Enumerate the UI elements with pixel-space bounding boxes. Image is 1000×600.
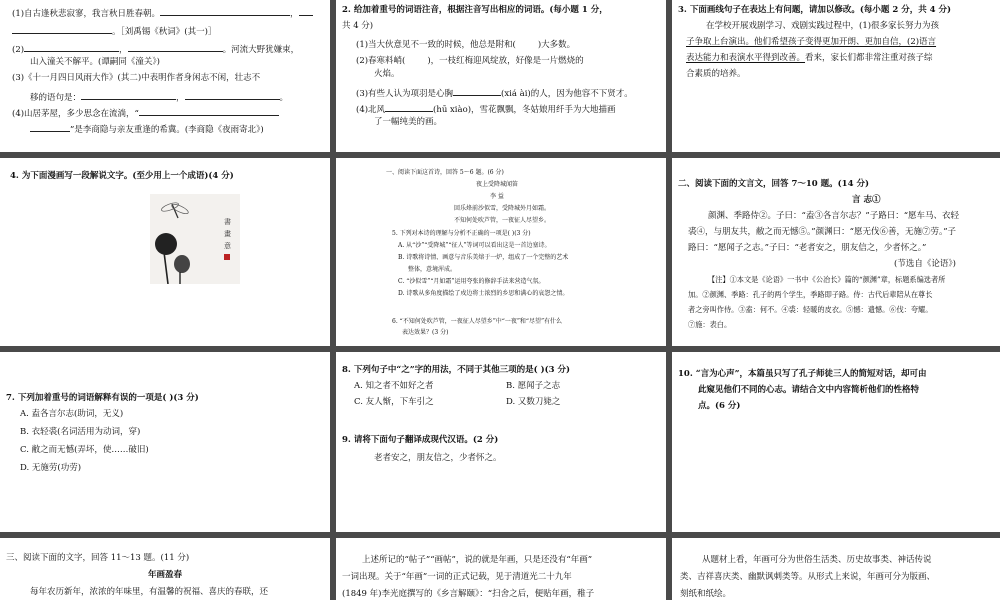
q4-title: 4. 为下面漫画写一段解说文字。(至少用上一个成语)(4 分) bbox=[10, 171, 234, 181]
q9-question: 9. 请将下面句子翻译成现代汉语。(2 分) bbox=[342, 435, 499, 445]
q2-item2-a: (2)春寒料峭( bbox=[356, 56, 406, 66]
q9-sentence: 老者安之，朋友信之，少者怀之。 bbox=[374, 453, 502, 463]
poem-title: 夜上受降城闻笛 bbox=[476, 181, 519, 188]
q2-item4-b: (hū xiào)，雪花飘飘，冬姑娘用纤手为大地描画 bbox=[433, 105, 616, 115]
q2-blank-1[interactable] bbox=[516, 38, 538, 47]
q1-blank-2[interactable] bbox=[299, 6, 313, 16]
panel-q2-pinyin bbox=[336, 0, 666, 152]
note-line-1: 【注】①本文是《论语》一书中《公冶长》篇的“颜渊”章，标题系编选者所 bbox=[708, 275, 946, 284]
q1-line7: (4)山居茅屋，多少思念在流淌，“ bbox=[12, 109, 139, 119]
q1-blank-1[interactable] bbox=[160, 6, 290, 16]
q5-option-a[interactable]: A. 从“沙”“受降城”“征人”等词可以看出这是一首边塞诗。 bbox=[398, 242, 551, 249]
comic-calligraphy: 書 bbox=[224, 218, 231, 226]
article-right-line-2: 类、吉祥喜庆类、幽默讽刺类等。从形式上来说，年画可分为版画、 bbox=[680, 572, 936, 582]
q2-item2-cont: 火焰。 bbox=[374, 69, 400, 79]
q1-blank-8[interactable] bbox=[139, 106, 279, 116]
text-title: 言 志① bbox=[852, 195, 881, 205]
poem-intro: 一、阅读下面这首诗，回答 5～6 题。(6 分) bbox=[386, 169, 504, 176]
text-source: (节选自《论语》) bbox=[894, 259, 956, 269]
q2-blank-2[interactable] bbox=[405, 54, 427, 63]
q5-option-b[interactable]: B. 诗歌将诗情、画意与音乐美熔于一炉，组成了一个完整的艺术 bbox=[398, 254, 569, 261]
q6-question-cont: 表达效果？(3 分) bbox=[402, 329, 449, 336]
q1-blank-7[interactable] bbox=[185, 90, 280, 100]
svg-text:意: 意 bbox=[224, 242, 231, 250]
panel-classical-text bbox=[672, 158, 1000, 346]
panel-q1-fill-in: (1)自古逢秋悲寂寥，我言秋日胜春朝。 ， 。［刘禹锡《秋词》(其一)］ (2) ， 。河流大野犹嫌束， 山入潼关不解平。(谭嗣同《潼关》) (3)《十一月四日风雨大作》(其二)中表明作者身闲志不闲，壮志不 移的语句是： ， 。 (4)山居茅屋，多少思念在流淌，“ ”是李商隐与亲友重逢的希冀。(李商隐《夜雨寄北》) bbox=[0, 0, 330, 152]
q5-option-c[interactable]: C. “沙似雪”“月如霜”运用夸张的修辞手法来营造气氛。 bbox=[398, 278, 545, 285]
q1-line6-label: 移的语句是： bbox=[30, 93, 82, 103]
q2-item3-a: (3)有些人认为项羽是心胸 bbox=[356, 89, 454, 99]
comic-image bbox=[150, 194, 240, 284]
article-mid-line-3: (1849 年)李光庭撰写的《乡言解颐》：“扫舍之后，便贴年画，稚子 bbox=[342, 589, 595, 599]
panel-q7 bbox=[0, 352, 330, 532]
q2-item2 bbox=[356, 54, 584, 66]
panel-article-middle bbox=[336, 538, 666, 600]
q2-item4-cont: 了一幅纯美的画。 bbox=[374, 117, 443, 127]
q1-line8: ”是李商隐与亲友重逢的希冀。(李商隐《夜雨寄北》) bbox=[70, 125, 264, 135]
q5-option-d[interactable]: D. 诗歌从多角度描绘了戍边将士浓烈的乡思和满心的哀怨之情。 bbox=[398, 290, 569, 297]
q2-item2-b: )，一枝红梅迎风绽放，好像是一片燃烧的 bbox=[427, 56, 584, 66]
q5-question: 5. 下列对本诗的理解与分析不正确的一项是( )(3 分) bbox=[392, 230, 531, 237]
q1-comma: ， bbox=[119, 45, 128, 55]
q2-title: 2. 给加着重号的词语注音，根据注音写出相应的词语。(每小题 1 分， bbox=[342, 5, 608, 15]
panel-section3 bbox=[0, 538, 330, 600]
q3-title: 3. 下面画线句子在表达上有问题，请加以修改。(每小题 2 分，共 4 分) bbox=[678, 5, 952, 15]
q1-blank-5[interactable] bbox=[128, 42, 223, 52]
q1-blank-9[interactable] bbox=[30, 122, 70, 132]
q2-score: 共 4 分) bbox=[342, 21, 374, 31]
q1-line5: (3)《十一月四日风雨大作》(其二)中表明作者身闲志不闲，壮志不 bbox=[12, 73, 261, 83]
q7-option-b[interactable]: B. 衣轻裘(名词活用为动词，穿) bbox=[20, 427, 141, 437]
q3-line3: 子争取上台演出。他们希望孩子变得更加开朗、更加自信，(2)语言 bbox=[686, 37, 937, 47]
q2-item4 bbox=[356, 102, 616, 115]
q2-item4-a: (4)北风 bbox=[356, 105, 386, 115]
panel-q8-q9 bbox=[336, 352, 666, 532]
q8-option-c[interactable]: C. 友人惭，下车引之 bbox=[354, 397, 434, 407]
q2-item1-b: )大多数。 bbox=[537, 40, 576, 50]
q1-period: 。 bbox=[279, 93, 289, 103]
q5-option-b-cont: 整体，意境浑成。 bbox=[408, 266, 457, 273]
seal-stamp bbox=[224, 254, 230, 260]
q3-line5: 合素质的培养。 bbox=[686, 69, 746, 79]
q1-blank-6[interactable] bbox=[81, 90, 176, 100]
q1-line4: 山入潼关不解平。(谭嗣同《潼关》) bbox=[30, 57, 160, 67]
text-line-3: 路曰：“愿闻子之志。”子曰：“老者安之，朋友信之，少者怀之。” bbox=[688, 243, 927, 253]
q7-option-a[interactable]: A. 盍各言尔志(助词，无义) bbox=[20, 409, 124, 419]
q10-line-3: 点。(6 分) bbox=[698, 401, 741, 411]
panel-q10 bbox=[672, 352, 1000, 532]
panel-article-right bbox=[672, 538, 1000, 600]
article-right-line-1: 从题材上看，年画可分为世俗生活类、历史故事类、神话传说 bbox=[702, 555, 932, 565]
q2-item3-b: (xiá ài)的人，因为他容不下贤才。 bbox=[501, 89, 633, 99]
q3-line4-rest: 看来，家长们都非常注重对孩子综 bbox=[805, 53, 933, 63]
article-title: 年画盈春 bbox=[148, 570, 183, 580]
poem-author: 李 益 bbox=[490, 193, 504, 200]
q10-line-2: 此窥见他们不同的心志。请结合文中内容简析他们的性格特 bbox=[698, 385, 920, 395]
q7-option-d[interactable]: D. 无施劳(功劳) bbox=[20, 463, 82, 473]
article-right-line-3: 刻纸和纸绘。 bbox=[680, 589, 732, 599]
q3-line2: 在学校开展戏剧学习、戏剧实践过程中，(1)很多家长努力为孩 bbox=[706, 21, 940, 31]
q1-comma-2: ， bbox=[176, 93, 185, 103]
q3-line4-underlined: 表达能力和表演水平得到改善。 bbox=[686, 53, 806, 63]
article-mid-line-2: 一词出现。关于“年画”一词的正式记载，见于清道光二十九年 bbox=[342, 572, 572, 582]
q7-option-c[interactable]: C. 敝之而无憾(弄坏，使……破旧) bbox=[20, 445, 149, 455]
q1-blank-3[interactable] bbox=[12, 24, 112, 34]
note-line-2: 加。②颜渊、季路：孔子的两个学生，季路即子路。侍：古代后辈陪从在尊长 bbox=[688, 290, 933, 299]
q1-item2-label: (2) bbox=[12, 45, 25, 55]
note-line-3: 者之旁叫作侍。③盍：何不。④裘：轻暖的皮衣。⑤憾：遗憾。⑥伐：夸耀。 bbox=[688, 305, 933, 314]
section3-title: 三、阅读下面的文字，回答 11～13 题。(11 分) bbox=[6, 553, 190, 563]
svg-text:畫: 畫 bbox=[224, 230, 231, 238]
q8-option-b[interactable]: B. 愿闻子之志 bbox=[506, 381, 561, 391]
panel-q4-comic bbox=[0, 158, 330, 346]
q1-line3-tail: 。河流大野犹嫌束， bbox=[222, 45, 300, 55]
text-line-1: 颜渊、季路侍②。子曰：“盍③各言尔志？”子路曰：“愿车马、衣轻 bbox=[708, 211, 960, 221]
text-line-2: 裘④，与朋友共，敝之而无憾⑤。”颜渊曰：“愿无伐⑥善，无施⑦劳。”子 bbox=[688, 227, 957, 237]
q1-blank-4[interactable] bbox=[24, 42, 119, 52]
panel-poem bbox=[336, 158, 666, 346]
q2-item3 bbox=[356, 86, 633, 99]
q2-blank-3[interactable] bbox=[453, 86, 501, 96]
q6-question: 6. “不知何处吹芦管，一夜征人尽望乡”中“一夜”和“尽望”有什么 bbox=[392, 318, 563, 325]
q1-line1: (1)自古逢秋悲寂寥，我言秋日胜春朝。 bbox=[12, 9, 161, 19]
q2-item1 bbox=[356, 38, 575, 50]
panel-q3-revise bbox=[672, 0, 1000, 152]
poem-verse-2: 不知何处吹芦管，一夜征人尽望乡。 bbox=[454, 217, 551, 224]
section2-title: 二、阅读下面的文言文，回答 7～10 题。(14 分) bbox=[678, 179, 869, 189]
article-mid-line-1: 上述所记的“帖子”“画帖”，说的就是年画，只是还没有“年画” bbox=[362, 555, 593, 565]
article-line-1: 每年农历新年，浓浓的年味里，有温馨的祝福、喜庆的春联，还 bbox=[30, 587, 269, 597]
note-line-4: ⑦施：表白。 bbox=[688, 320, 732, 329]
q8-option-d[interactable]: D. 又数刀毙之 bbox=[506, 397, 561, 407]
q10-line-1: 10. “言为心声”，本篇虽只写了孔子师徒三人的简短对话，却可由 bbox=[678, 369, 927, 379]
q8-option-a[interactable]: A. 知之者不如好之者 bbox=[354, 381, 434, 391]
poem-verse-1: 回乐烽前沙似雪，受降城外月如霜。 bbox=[454, 205, 551, 212]
q1-line2: 。［刘禹锡《秋词》(其一)］ bbox=[112, 27, 217, 37]
q7-question: 7. 下列加着重号的词语解释有误的一项是( )(3 分) bbox=[6, 393, 199, 403]
q8-question: 8. 下列句子中“之”字的用法，不同于其他三项的是( )(3 分) bbox=[342, 365, 571, 375]
q2-blank-4[interactable] bbox=[385, 102, 433, 112]
q2-item1-a: (1)当大伙意见不一致的时候，他总是附和( bbox=[356, 40, 516, 50]
